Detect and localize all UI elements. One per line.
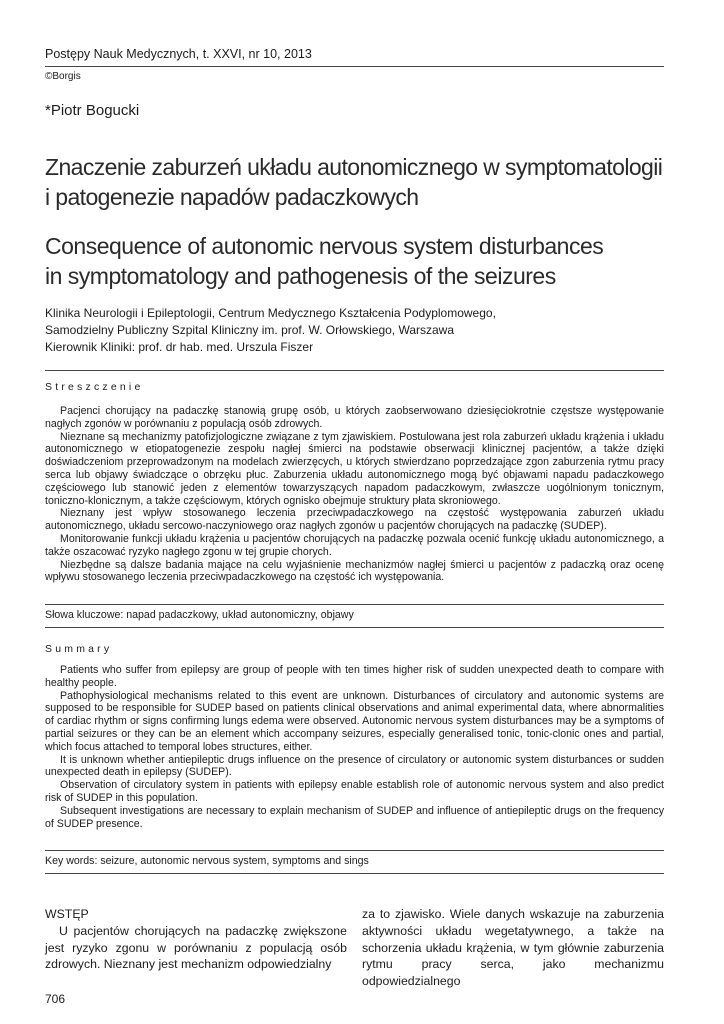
journal-citation: Postępy Nauk Medycznych, t. XXVI, nr 10, 2013 <box>45 47 312 61</box>
keywords-polish: Słowa kluczowe: napad padaczkowy, układ autonomiczny, objawy <box>45 609 354 621</box>
keywords-english: Key words: seizure, autonomic nervous system, symptoms and sings <box>45 855 369 867</box>
title-polish <box>45 152 685 212</box>
summary-paragraph: It is unknown whether antiepileptic drugs influence on the presence of circulatory or autonomic system disturbances or sudden unexpected death in epilepsy (SUDEP). <box>45 753 664 779</box>
abstract-paragraph: Nieznane są mechanizmy patofizjologiczne związane z tym zjawiskiem. Postulowana jest rola zaburzeń układu krążenia i układu autonomicznego w etiopatogenezie zespołu nagłej śmierci na podstawie obserwacji klinicznej pacjentów, a także dzięki doświadczeniom przeprowadzonym na modelach zwierzęcych, u których stwierdzano poprzedzające zgon zaburzenia rytmu pracy serca lub objawy świadczące o obrzęku płuc. Zaburzenia układu autonomicznego mogą być objawami napadu padaczkowego częściowego lub stanowić jeden z elementów towarzyszących napadom padaczkowym, zwłaszcze uogólnionym tonicznym, toniczno-klonicznym, a także częściowym, których ognisko obejmuje struktury płata skroniowego. <box>45 430 664 507</box>
affiliation-line: Klinika Neurologii i Epileptologii, Centrum Medycznego Kształcenia Podyplomowego, <box>45 306 496 320</box>
copyright-notice: ©Borgis <box>45 71 81 82</box>
streszczenie-body <box>45 405 664 584</box>
title-english <box>45 231 685 291</box>
title-en-line: Consequence of autonomic nervous system disturbances <box>45 233 604 259</box>
keywords-pl-rule <box>45 604 664 605</box>
streszczenie-bottom-rule <box>45 627 664 628</box>
summary-paragraph: Pathophysiological mechanisms related to this event are unknown. Disturbances of circulatory and autonomic systems are supposed to be responsible for SUDEP based on patients clinical observations and animal experimental data, where abnormalities of cardiac rhythm or signs confirming lungs edema were observed. Autonomic nervous system disturbances may be a symptoms of partial seizures or they can be an element which accompany seizures, especially generalised tonic, tonic-clonic ones and partial, which focus attached to temporal lobes structures, either. <box>45 689 664 753</box>
streszczenie-heading: Streszczenie <box>45 381 144 393</box>
title-en-line: in symptomatology and pathogenesis of the seizures <box>45 263 556 289</box>
abstract-paragraph: Pacjenci chorujący na padaczkę stanowią grupę osób, u których zaobserwowano dziesięciokrotnie częstsze występowanie nagłych zgonów w porównaniu z populacją osób zdrowych. <box>45 405 664 430</box>
abstract-paragraph: Niezbędne są dalsze badania mające na celu wyjaśnienie mechanizmów nagłej śmierci u pacjentów z padaczką oraz ocenę wpływu stosowanego leczenia przeciwpadaczkowego na częstość ich występowania. <box>45 558 664 584</box>
page-number: 706 <box>45 992 66 1006</box>
summary-paragraph: Patients who suffer from epilepsy are group of people with ten times higher risk of sudden unexpected death to compare with healthy people. <box>45 664 664 689</box>
title-pl-line: i patogenezie napadów padaczkowych <box>45 184 419 210</box>
keywords-en-rule <box>45 850 664 851</box>
header-rule <box>45 66 664 67</box>
affiliation-line: Samodzielny Publiczny Szpital Kliniczny im. prof. W. Orłowskiego, Warszawa <box>45 323 455 337</box>
body-paragraph: U pacjentów chorujących na padaczkę zwiększone jest ryzyko zgonu w porównaniu z populacją osób zdrowych. Nieznany jest mechanizm odpowiedzialny <box>45 923 347 972</box>
affiliation-line: Kierownik Kliniki: prof. dr hab. med. Urszula Fiszer <box>45 340 314 354</box>
section-heading-wstep: WSTĘP <box>45 907 89 921</box>
summary-paragraph: Observation of circulatory system in patients with epilepsy enable establish role of autonomic nervous system and also predict risk of SUDEP in this population. <box>45 779 664 804</box>
abstract-paragraph: Monitorowanie funkcji układu krążenia u pacjentów chorujących na padaczkę pozwala ocenić funkcję układu autonomicznego, a także oszacować ryzyko nagłego zgonu w tej grupie chorych. <box>45 532 664 558</box>
summary-body <box>45 664 664 830</box>
streszczenie-top-rule <box>45 370 664 371</box>
body-column-left <box>45 906 347 973</box>
affiliation <box>45 305 664 356</box>
summary-paragraph: Subsequent investigations are necessary to explain mechanism of SUDEP and influence of antiepileptic drugs on the frequency of SUDEP presence. <box>45 804 664 830</box>
body-column-right <box>362 906 664 990</box>
body-paragraph: za to zjawisko. Wiele danych wskazuje na zaburzenia aktywności układu wegetatywnego, a także na schorzenia układu krążenia, w tym głównie zaburzenia rytmu pracy serca, jako mechanizmu odpowiedzialnego <box>362 907 664 989</box>
summary-bottom-rule <box>45 873 664 874</box>
summary-heading: Summary <box>45 643 113 655</box>
author-name: *Piotr Bogucki <box>45 102 140 119</box>
abstract-paragraph: Nieznany jest wpływ stosowanego leczenia przeciwpadaczkowego na częstość występowania zaburzeń układu autonomicznego, układu sercowo-naczyniowego oraz nagłych zgonów u pacjentów chorujących na padaczkę (SUDEP). <box>45 507 664 533</box>
title-pl-line: Znaczenie zaburzeń układu autonomicznego w symptomatologii <box>45 154 663 180</box>
